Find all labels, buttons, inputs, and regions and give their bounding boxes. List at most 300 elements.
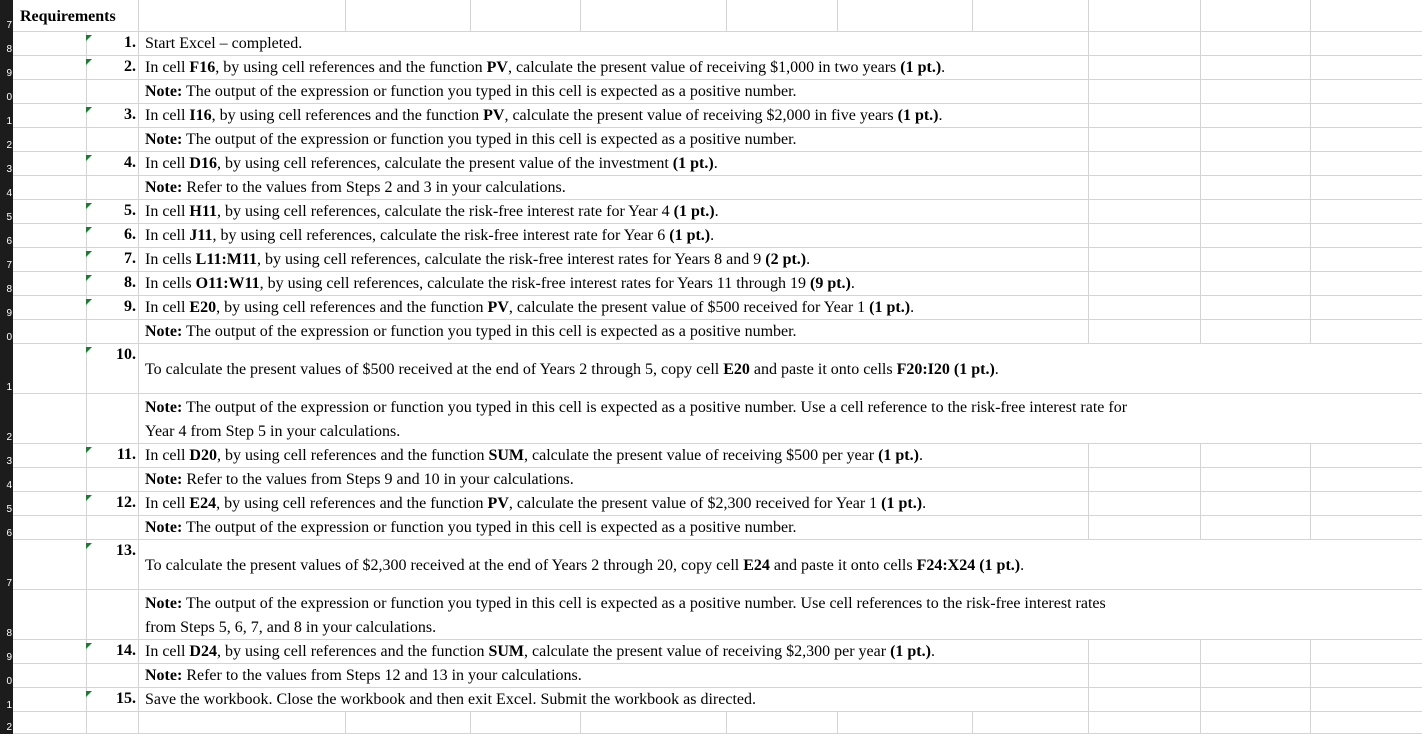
gridline (1310, 468, 1311, 492)
row-number: 4 (6, 480, 12, 491)
row-header[interactable] (0, 540, 13, 590)
row-number: 8 (6, 284, 12, 295)
row-header[interactable] (0, 516, 13, 540)
bold-text: Note: (145, 667, 183, 684)
gridline (580, 712, 581, 734)
step-number: 11. (116, 446, 136, 463)
row-number: 2 (6, 722, 12, 733)
gridline (1310, 128, 1311, 152)
step-number: 13. (116, 542, 136, 559)
requirements-heading: Requirements (20, 8, 116, 25)
grid-row (0, 688, 1422, 712)
gridline (1200, 468, 1201, 492)
text-run: , by using cell references and the function (215, 59, 487, 76)
step-text[interactable] (145, 200, 719, 224)
step-text[interactable] (145, 272, 855, 296)
gridline (138, 590, 139, 640)
gridline (86, 712, 87, 734)
text-run: The output of the expression or function you typed in this cell is expected as a positive number. Use a cell reference to the risk-free interest rate for (182, 399, 1128, 416)
text-run: . (713, 155, 718, 172)
bold-text: PV (487, 495, 509, 512)
gridline (726, 0, 727, 32)
text-run: In cell (145, 299, 190, 316)
row-header[interactable] (0, 272, 13, 296)
text-run: , calculate the present value of receiving $1,000 in two years (507, 59, 901, 76)
row-number: 9 (6, 308, 12, 319)
text-run: To calculate the present values of $2,300 received at the end of Years 2 through 20, copy cell (145, 557, 744, 574)
row-number: 6 (6, 236, 12, 247)
bold-text: Note: (145, 595, 183, 612)
gridline (1088, 176, 1089, 200)
gridline (1310, 664, 1311, 688)
text-run: , calculate the present value of receiving $2,000 in five years (504, 107, 898, 124)
note-text[interactable] (145, 80, 797, 104)
text-run: In cell (145, 107, 190, 124)
step-number: 14. (116, 642, 136, 659)
text-run: , calculate the present value of $500 received for Year 1 (508, 299, 870, 316)
text-run: , by using cell references and the function (216, 299, 488, 316)
step-number: 10. (116, 346, 136, 363)
text-run: Refer to the values from Steps 12 and 13 in your calculations. (182, 667, 582, 684)
gridline (138, 444, 139, 468)
gridline (138, 712, 139, 734)
step-text[interactable] (145, 358, 999, 382)
step-text[interactable] (145, 224, 714, 248)
bold-text: SUM (488, 643, 524, 660)
text-run: . (918, 447, 923, 464)
bold-text: SUM (488, 447, 524, 464)
gridline (138, 0, 139, 32)
step-text[interactable] (145, 104, 943, 128)
note-text[interactable] (145, 468, 574, 492)
step-text[interactable] (145, 32, 302, 56)
text-run: . (994, 361, 999, 378)
gridline (138, 176, 139, 200)
text-run: The output of the expression or function you typed in this cell is expected as a positive number. (182, 519, 797, 536)
text-run: . (806, 251, 811, 268)
text-run: , calculate the present value of receiving $2,300 per year (524, 643, 891, 660)
gridline (1200, 712, 1201, 734)
row-number: 0 (6, 676, 12, 687)
text-run: . (710, 227, 715, 244)
bold-text: L11:M11 (195, 251, 257, 268)
grid-row (0, 152, 1422, 176)
row-header[interactable] (0, 492, 13, 516)
step-number: 1. (124, 34, 136, 51)
gridline (972, 712, 973, 734)
row-header[interactable] (0, 712, 13, 734)
gridline (1310, 296, 1311, 320)
row-header[interactable] (0, 128, 13, 152)
grid-row (0, 492, 1422, 516)
text-run: Refer to the values from Steps 2 and 3 in your calculations. (182, 179, 566, 196)
gridline (1200, 80, 1201, 104)
bold-text: Note: (145, 399, 183, 416)
gridline (1200, 320, 1201, 344)
text-run: , by using cell references, calculate the present value of the investment (216, 155, 673, 172)
grid-row (0, 394, 1422, 444)
row-number: 8 (6, 628, 12, 639)
row-number: 8 (6, 44, 12, 55)
grid-row (0, 344, 1422, 394)
step-text[interactable] (145, 492, 926, 516)
text-run: . (941, 59, 946, 76)
gridline (580, 0, 581, 32)
step-text[interactable] (145, 152, 718, 176)
gridline (837, 712, 838, 734)
gridline (1200, 688, 1201, 712)
gridline (1310, 444, 1311, 468)
gridline (86, 590, 87, 640)
grid-row (0, 128, 1422, 152)
row-number: 2 (6, 140, 12, 151)
step-number: 9. (124, 298, 136, 315)
gridline (138, 104, 139, 128)
gridline (345, 712, 346, 734)
gridline (1200, 248, 1201, 272)
row-number: 3 (6, 164, 12, 175)
text-run: The output of the expression or function you typed in this cell is expected as a positive number. (182, 131, 797, 148)
gridline (1200, 640, 1201, 664)
text-run: . (714, 203, 719, 220)
row-header[interactable] (0, 176, 13, 200)
step-text[interactable] (145, 640, 935, 664)
gridline (86, 516, 87, 540)
text-run: , by using cell references, calculate the risk-free interest rate for Year 6 (212, 227, 670, 244)
gridline (1200, 444, 1201, 468)
grid-row (0, 0, 1422, 32)
text-run: and paste it onto cells (749, 361, 897, 378)
gridline (1088, 712, 1089, 734)
bold-text: F20:I20 (896, 361, 950, 378)
gridline (138, 468, 139, 492)
gridline (1310, 248, 1311, 272)
gridline (1200, 492, 1201, 516)
row-number: 7 (6, 20, 12, 31)
gridline (1088, 128, 1089, 152)
note-text[interactable] (145, 320, 797, 344)
gridline (138, 394, 139, 444)
grid-row (0, 640, 1422, 664)
bold-text: Note: (145, 323, 183, 340)
bold-text: PV (483, 107, 505, 124)
note-text[interactable] (145, 396, 1127, 444)
gridline (1200, 200, 1201, 224)
grid-row (0, 296, 1422, 320)
text-run: In cell (145, 495, 190, 512)
step-number: 7. (124, 250, 136, 267)
text-run: , by using cell references, calculate the risk-free interest rates for Years 11 through 19 (259, 275, 810, 292)
bold-text: F16 (189, 59, 216, 76)
bold-text: I16 (189, 107, 212, 124)
text-run: , by using cell references and the function (216, 447, 489, 464)
gridline (1310, 200, 1311, 224)
gridline (86, 128, 87, 152)
row-header[interactable] (0, 104, 13, 128)
gridline (138, 152, 139, 176)
gridline (1200, 152, 1201, 176)
step-text[interactable] (145, 296, 914, 320)
text-run: In cell (145, 59, 190, 76)
bold-text: (1 pt.) (869, 299, 911, 316)
gridline (1310, 272, 1311, 296)
row-number: 2 (6, 432, 12, 443)
gridline (138, 224, 139, 248)
bold-text: D24 (189, 643, 217, 660)
text-run: Year 4 from Step 5 in your calculations. (145, 423, 401, 440)
note-text[interactable] (145, 516, 797, 540)
grid-row (0, 468, 1422, 492)
gridline (1088, 80, 1089, 104)
row-header[interactable] (0, 344, 13, 394)
gridline (1310, 712, 1311, 734)
step-number: 2. (124, 58, 136, 75)
bold-text: E20 (723, 361, 750, 378)
gridline (1310, 640, 1311, 664)
grid-row (0, 56, 1422, 80)
gridline (470, 712, 471, 734)
gridline (1200, 104, 1201, 128)
gridline (1200, 516, 1201, 540)
step-number: 6. (124, 226, 136, 243)
bold-text: E20 (189, 299, 217, 316)
text-run: Save the workbook. Close the workbook and then exit Excel. Submit the workbook as directed. (145, 691, 756, 708)
gridline (1310, 0, 1311, 32)
row-number: 7 (6, 260, 12, 271)
text-run: , by using cell references and the function (211, 107, 484, 124)
gridline (1088, 56, 1089, 80)
row-header[interactable] (0, 224, 13, 248)
grid-row (0, 516, 1422, 540)
gridline (1310, 492, 1311, 516)
text-run: Refer to the values from Steps 9 and 10 in your calculations. (182, 471, 574, 488)
row-number: 7 (6, 578, 12, 589)
bold-text: Note: (145, 83, 183, 100)
note-text[interactable] (145, 176, 566, 200)
gridline (1088, 492, 1089, 516)
step-text[interactable] (145, 688, 756, 712)
row-number: 5 (6, 504, 12, 515)
row-header[interactable] (0, 56, 13, 80)
gridline (1310, 688, 1311, 712)
gridline (972, 0, 973, 32)
bold-text: (1 pt.) (890, 643, 931, 660)
text-run: , by using cell references and the function (216, 495, 488, 512)
text-run: , calculate the present value of receiving $500 per year (524, 447, 879, 464)
gridline (86, 176, 87, 200)
gridline (138, 640, 139, 664)
gridline (1310, 80, 1311, 104)
gridline (345, 0, 346, 32)
row-header[interactable] (0, 664, 13, 688)
grid-row (0, 320, 1422, 344)
row-header[interactable] (0, 296, 13, 320)
gridline (138, 80, 139, 104)
gridline (138, 492, 139, 516)
gridline (1200, 56, 1201, 80)
gridline (138, 516, 139, 540)
text-run: . (910, 299, 915, 316)
gridline (1310, 56, 1311, 80)
gridline (1200, 296, 1201, 320)
step-number: 3. (124, 106, 136, 123)
text-run: Start Excel – completed. (145, 35, 303, 52)
gridline (1088, 224, 1089, 248)
row-number: 9 (6, 68, 12, 79)
gridline (138, 200, 139, 224)
bold-text: D16 (189, 155, 217, 172)
grid-row (0, 200, 1422, 224)
step-text[interactable] (145, 56, 945, 80)
row-header[interactable] (0, 394, 13, 444)
grid-row (0, 664, 1422, 688)
text-run: , by using cell references, calculate the risk-free interest rate for Year 4 (216, 203, 674, 220)
gridline (86, 320, 87, 344)
row-number: 0 (6, 332, 12, 343)
step-number: 8. (124, 274, 136, 291)
gridline (1200, 32, 1201, 56)
gridline (138, 272, 139, 296)
bold-text: (1 pt.) (669, 227, 711, 244)
row-header[interactable] (0, 590, 13, 640)
bold-text: (1 pt.) (881, 495, 923, 512)
step-number: 15. (116, 690, 136, 707)
grid-row (0, 104, 1422, 128)
step-number: 4. (124, 154, 136, 171)
bold-text: (1 pt.) (897, 107, 939, 124)
row-header[interactable] (0, 640, 13, 664)
gridline (1200, 272, 1201, 296)
gridline (1200, 664, 1201, 688)
note-text[interactable] (145, 128, 797, 152)
bold-text: J11 (189, 227, 213, 244)
row-header[interactable] (0, 444, 13, 468)
gridline (1310, 224, 1311, 248)
text-run: , by using cell references and the function (216, 643, 489, 660)
step-number: 5. (124, 202, 136, 219)
text-run: . (922, 495, 927, 512)
gridline (1088, 272, 1089, 296)
row-header[interactable] (0, 688, 13, 712)
gridline (1088, 320, 1089, 344)
text-run: , by using cell references, calculate the risk-free interest rates for Years 8 and 9 (257, 251, 766, 268)
gridline (1310, 320, 1311, 344)
text-run: In cell (145, 227, 190, 244)
step-text[interactable] (145, 444, 923, 468)
step-text[interactable] (145, 248, 810, 272)
gridline (1200, 128, 1201, 152)
bold-text: F24:X24 (916, 557, 976, 574)
bold-text: E24 (189, 495, 217, 512)
gridline (1088, 296, 1089, 320)
bold-text: (1 pt.) (979, 557, 1021, 574)
gridline (138, 540, 139, 590)
grid-row (0, 248, 1422, 272)
text-run: In cells (145, 251, 196, 268)
row-header[interactable] (0, 0, 13, 32)
grid-row (0, 32, 1422, 56)
text-run: . (1020, 557, 1025, 574)
gridline (1088, 248, 1089, 272)
grid-row (0, 540, 1422, 590)
gridline (1088, 200, 1089, 224)
gridline (1088, 32, 1089, 56)
text-run: from Steps 5, 6, 7, and 8 in your calculations. (145, 619, 437, 636)
note-text[interactable] (145, 664, 582, 688)
gridline (470, 0, 471, 32)
row-number: 1 (6, 382, 12, 393)
text-run: In cell (145, 643, 190, 660)
bold-text: O11:W11 (195, 275, 260, 292)
grid-row (0, 176, 1422, 200)
gridline (1088, 152, 1089, 176)
bold-text: Note: (145, 519, 183, 536)
gridline (1088, 664, 1089, 688)
row-number: 1 (6, 116, 12, 127)
row-header[interactable] (0, 320, 13, 344)
bold-text: (2 pt.) (765, 251, 807, 268)
text-run: In cell (145, 155, 190, 172)
row-number: 3 (6, 456, 12, 467)
gridline (726, 712, 727, 734)
row-header[interactable] (0, 468, 13, 492)
row-number: 4 (6, 188, 12, 199)
bold-text: Note: (145, 131, 183, 148)
gridline (1088, 444, 1089, 468)
gridline (1200, 224, 1201, 248)
gridline (1310, 516, 1311, 540)
gridline (138, 128, 139, 152)
row-number: 0 (6, 92, 12, 103)
step-number: 12. (116, 494, 136, 511)
row-header[interactable] (0, 152, 13, 176)
text-run: , calculate the present value of $2,300 received for Year 1 (508, 495, 882, 512)
row-header[interactable] (0, 80, 13, 104)
gridline (86, 80, 87, 104)
bold-text: Note: (145, 179, 183, 196)
step-text[interactable] (145, 554, 1024, 578)
row-number: 1 (6, 700, 12, 711)
gridline (1200, 176, 1201, 200)
bold-text: (1 pt.) (953, 361, 995, 378)
row-header[interactable] (0, 200, 13, 224)
bold-text: D20 (189, 447, 217, 464)
text-run: . (938, 107, 943, 124)
note-text[interactable] (145, 592, 1106, 640)
gridline (1088, 516, 1089, 540)
gridline (138, 344, 139, 394)
grid-row (0, 444, 1422, 468)
bold-text: H11 (189, 203, 217, 220)
row-number: 9 (6, 652, 12, 663)
gridline (1310, 32, 1311, 56)
gridline (86, 394, 87, 444)
row-header[interactable] (0, 32, 13, 56)
bold-text: (1 pt.) (672, 155, 714, 172)
bold-text: PV (486, 59, 508, 76)
text-run: and paste it onto cells (769, 557, 917, 574)
gridline (138, 688, 139, 712)
gridline (1310, 152, 1311, 176)
gridline (1200, 0, 1201, 32)
text-run: . (930, 643, 935, 660)
gridline (138, 320, 139, 344)
row-header[interactable] (0, 248, 13, 272)
text-run: In cell (145, 447, 190, 464)
gridline (138, 664, 139, 688)
text-run: In cell (145, 203, 190, 220)
row-number: 5 (6, 212, 12, 223)
